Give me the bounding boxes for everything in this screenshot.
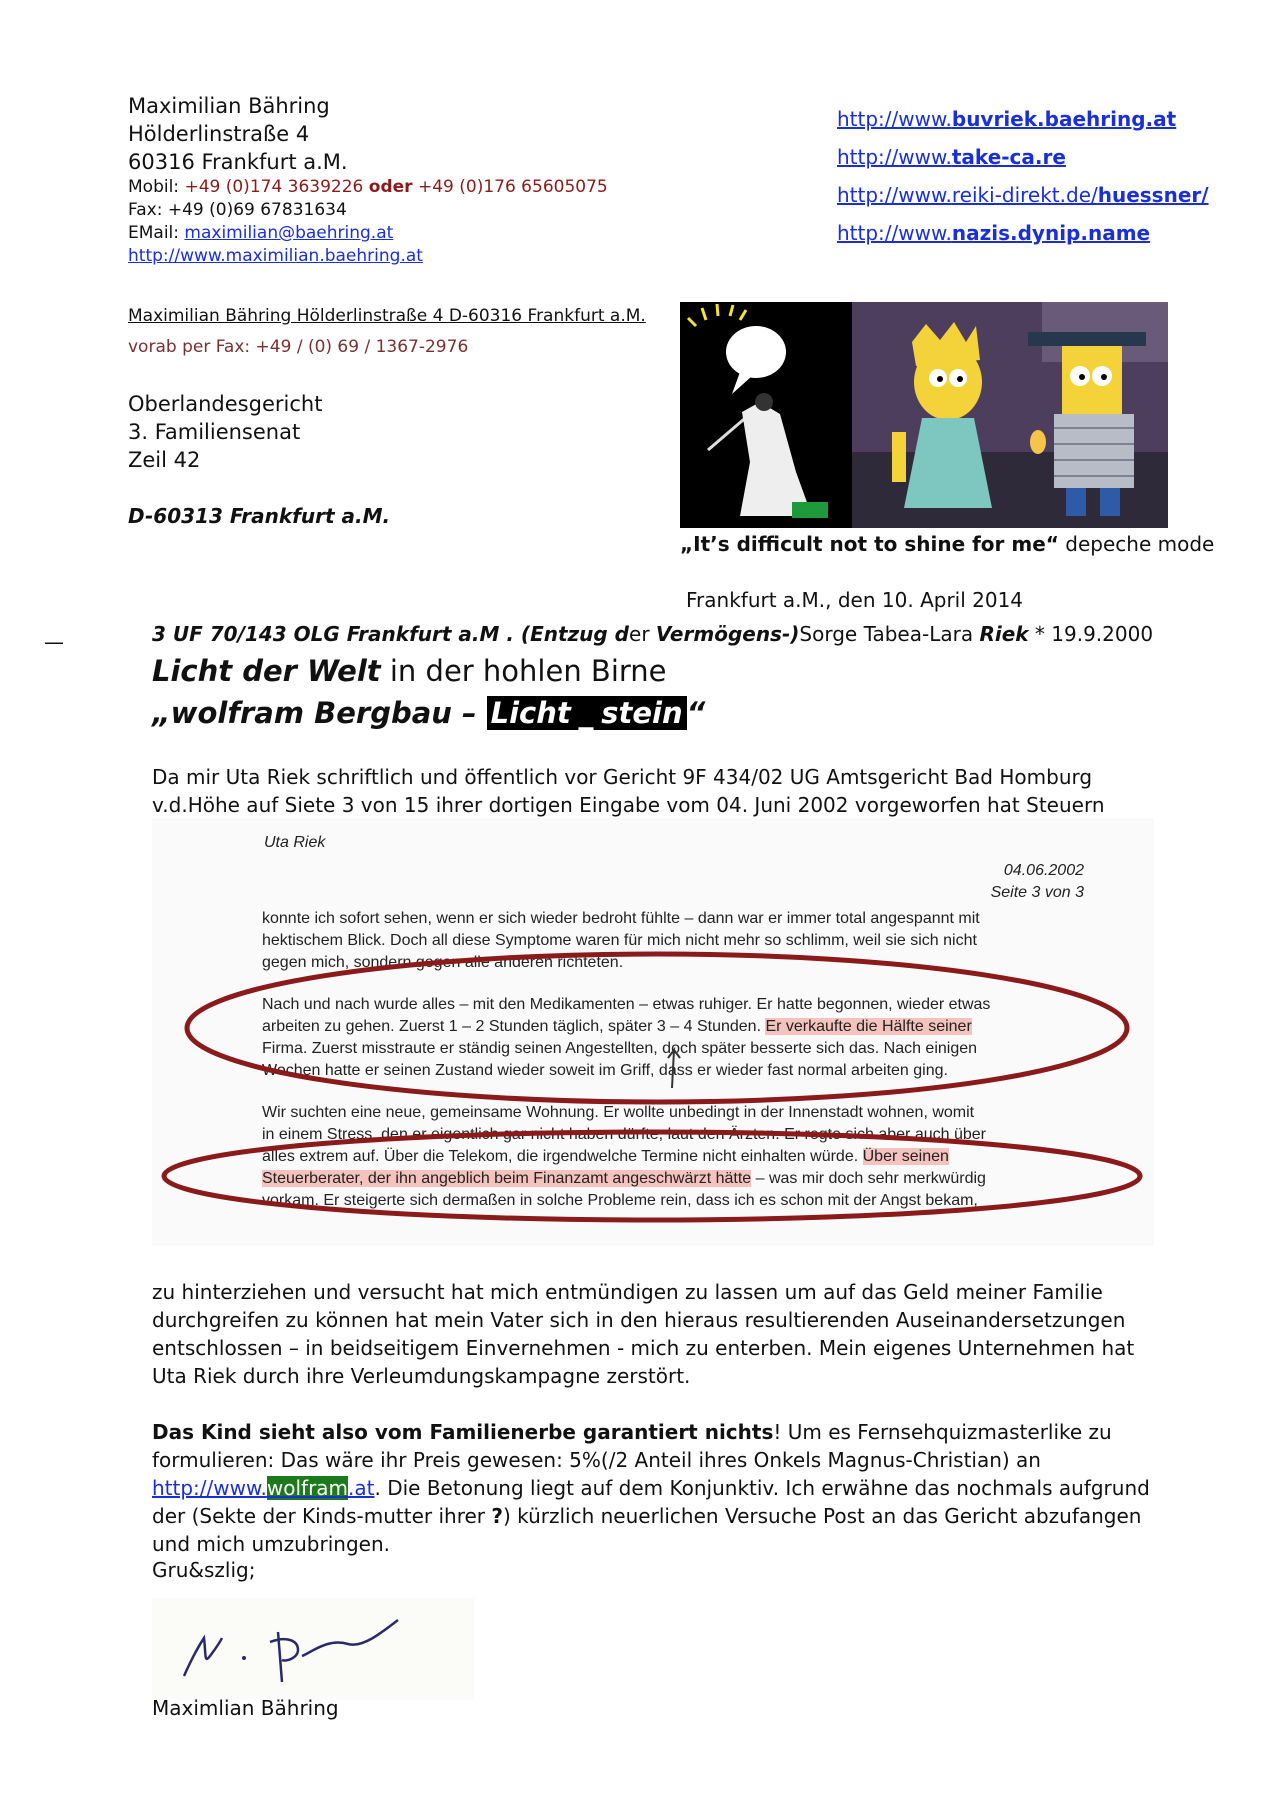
conclusion-question: ? — [491, 1504, 503, 1528]
ink-arrow — [668, 1050, 680, 1088]
recipient-block — [128, 390, 322, 474]
simpsons-illustration — [852, 302, 1168, 528]
headline-2-pre: „wolfram Bergbau – — [152, 696, 487, 730]
scan-line: konnte ich sofort sehen, wenn er sich wieder bedroht fühlte – dann war er immer total angespannt mit — [262, 910, 980, 927]
link-buvriek[interactable] — [837, 100, 1209, 138]
link-nazis[interactable] — [837, 214, 1209, 252]
fax-number: +49 (0)69 67831634 — [167, 200, 347, 220]
greeting: Gru&szlig; — [152, 1558, 256, 1582]
vader-image — [680, 302, 852, 528]
headline-1-bold: Licht der Welt — [152, 654, 381, 688]
mobile-or: oder — [368, 177, 413, 197]
scan-annotation-circles — [152, 818, 1154, 1246]
scan-line: in einem Stress, den er eigentlich gar nicht haben dürfte, laut den Ärzten. Er regte sich aber auch über — [262, 1126, 986, 1143]
scanned-excerpt — [152, 818, 1154, 1246]
mobile-number-2: +49 (0)176 65605075 — [417, 177, 608, 197]
wolfram-link-prefix: http://www. — [152, 1476, 267, 1500]
case-part-2: er — [629, 622, 656, 646]
scan-line: Wir suchten eine neue, gemeinsame Wohnung. Er wollte unbedingt in der Innenstadt wohnen, womit — [262, 1104, 975, 1121]
handwritten-signature — [152, 1598, 474, 1700]
link-take-care-prefix: http://www. — [837, 145, 952, 169]
link-reiki-domain: reiki-direkt.de/ — [951, 183, 1098, 207]
conclusion-paragraph — [152, 1418, 1162, 1558]
case-part-4: Sorge Tabea-Lara — [799, 622, 980, 646]
scan-line-text: – was mir doch sehr merkwürdig — [751, 1170, 986, 1187]
signature-image — [152, 1598, 474, 1700]
link-buvriek-prefix: http://www. — [837, 107, 952, 131]
headline-2-highlight-stein: stein — [597, 696, 686, 730]
case-part-1: 3 UF 70/143 OLG Frankfurt a.M . (Entzug d — [152, 622, 630, 646]
link-buvriek-domain: buvriek.baehring.at — [951, 107, 1177, 131]
conclusion-text-1: ! Um es Fernsehquizmasterlike zu formulieren: Das wäre ihr Preis gewesen: 5%(/2 Anteil ihres Onkels Magnus-Christian) an — [152, 1420, 1112, 1472]
case-reference — [152, 622, 1153, 646]
link-list — [837, 100, 1209, 252]
conclusion-text-3: ) kürzlich neuerlichen Versuche Post an das Gericht abzufangen und mich umzubringen. — [152, 1504, 1142, 1556]
scan-line: hektischem Blick. Doch all diese Symptome waren für mich nicht mehr so schlimm, weil sie sich nicht — [262, 932, 977, 949]
email-label: EMail: — [128, 223, 179, 243]
link-take-care-domain: take-ca.re — [951, 145, 1066, 169]
recipient-street: Zeil 42 — [128, 448, 201, 472]
fax-notice: vorab per Fax: +49 / (0) 69 / 1367-2976 — [128, 337, 469, 357]
sender-fax — [128, 199, 608, 222]
scan-page-number: Seite 3 von 3 — [990, 884, 1084, 901]
return-address-line: Maximilian Bähring Hölderlinstraße 4 D-60316 Frankfurt a.M. — [128, 306, 646, 326]
link-nazis-prefix: http://www. — [837, 221, 952, 245]
caption-quote: „It’s difficult not to shine for me“ — [680, 532, 1059, 556]
mobile-number-1: +49 (0)174 3639226 — [184, 177, 364, 197]
sender-website — [128, 245, 608, 268]
sender-block — [128, 92, 608, 268]
scan-highlight: Er verkaufte die Hälfte seiner — [765, 1018, 972, 1035]
wolfram-link-highlight: wolfram — [266, 1476, 349, 1500]
scan-line: Nach und nach wurde alles – mit den Medikamenten – etwas ruhiger. Er hatte begonnen, wieder etwas — [262, 996, 991, 1013]
ink-circle-1 — [187, 954, 1127, 1102]
sender-email — [128, 222, 608, 245]
case-part-5: Riek — [979, 622, 1029, 646]
caption-artist: depeche mode — [1065, 532, 1215, 556]
headline-2-highlight-licht: Licht — [487, 696, 575, 730]
date-line: Frankfurt a.M., den 10. April 2014 — [686, 588, 1024, 612]
link-reiki[interactable] — [837, 176, 1209, 214]
headline-2-gap: _ — [575, 696, 598, 730]
ink-circle-2 — [164, 1132, 1140, 1220]
case-part-6: * 19.9.2000 — [1028, 622, 1154, 646]
link-nazis-domain: nazis.dynip.name — [951, 221, 1151, 245]
wolfram-link-suffix: .at — [348, 1476, 375, 1500]
sender-street: Hölderlinstraße 4 — [128, 122, 310, 146]
scan-highlight: Über seinen — [862, 1148, 949, 1165]
recipient-court: Oberlandesgericht — [128, 392, 323, 416]
website-link[interactable]: http://www.maximilian.baehring.at — [128, 246, 423, 266]
conclusion-text-2: . Die Betonung liegt auf dem Konjunktiv. Ich erwähne das nochmals aufgrund der (Sekte der Kinds-mutter ihrer — [152, 1476, 1150, 1528]
headline-2-post: “ — [686, 696, 706, 730]
fax-label: Fax: — [128, 200, 163, 220]
headline-2 — [152, 696, 705, 730]
scan-line: Firma. Zuerst misstraute er ständig seinen Angestellten, doch später besserte sich das. Nach einigen — [262, 1040, 978, 1057]
scan-line: vorkam. Er steigerte sich dermaßen in solche Probleme rein, dass ich es schon mit der Angst bekam, — [262, 1192, 978, 1209]
scan-line-text: arbeiten zu gehen. Zuerst 1 – 2 Stunden täglich, später 3 – 4 Stunden. — [262, 1018, 766, 1035]
scan-author: Uta Riek — [264, 834, 326, 851]
sender-city: 60316 Frankfurt a.M. — [128, 150, 348, 174]
headline-1 — [152, 654, 667, 688]
wolfram-link[interactable] — [152, 1476, 375, 1500]
scan-line-text: alles extrem auf. Über die Telekom, die irgendwelche Termine nicht einhalten würde. — [262, 1148, 863, 1165]
link-reiki-prefix: http://www. — [837, 183, 952, 207]
case-part-3: Vermögens-) — [655, 622, 800, 646]
scan-line: gegen mich, sondern gegen alle anderen richteten. — [262, 954, 624, 971]
headline-1-rest: in der hohlen Birne — [380, 654, 667, 688]
scan-highlight: Steuerberater, der ihn angeblich beim Finanzamt angeschwärzt hätte — [262, 1170, 752, 1187]
signer-name: Maximlian Bähring — [152, 1696, 339, 1720]
sender-mobile — [128, 176, 608, 199]
conclusion-bold: Das Kind sieht also vom Familienerbe garantiert nichts — [152, 1420, 774, 1444]
scan-line: Wochen hatte er seinen Zustand wieder soweit im Griff, dass er wieder fast normal arbeiten ging. — [262, 1062, 948, 1079]
vader-illustration — [680, 302, 852, 528]
scan-date: 04.06.2002 — [1003, 862, 1084, 879]
recipient-zipcity: D-60313 Frankfurt a.M. — [128, 504, 391, 528]
sender-name: Maximilian Bähring — [128, 94, 330, 118]
mobile-label: Mobil: — [128, 177, 180, 197]
intro-paragraph: Da mir Uta Riek schriftlich und öffentlich vor Gericht 9F 434/02 UG Amtsgericht Bad Homburg v.d.Höhe auf Siete 3 von 15 ihrer dortigen Eingabe vom 04. Juni 2002 vorgeworfen hat Steuern — [152, 765, 1105, 817]
link-reiki-path: huessner/ — [1097, 183, 1209, 207]
margin-dash: — — [44, 630, 64, 654]
image-caption — [680, 532, 1214, 556]
recipient-senate: 3. Familiensenat — [128, 420, 301, 444]
email-link[interactable]: maximilian@baehring.at — [184, 223, 394, 243]
link-take-care[interactable] — [837, 138, 1209, 176]
body-paragraph: zu hinterziehen und versucht hat mich entmündigen zu lassen um auf das Geld meiner Familie durchgreifen zu können hat mein Vater sich in den hieraus resultierenden Auseinandersetzungen entschlossen – in beidseitigem Einvernehmen - mich zu enterben. Mein eigenes Unternehmen hat Uta Riek durch ihre Verleumdungskampagne zerstört. — [152, 1280, 1135, 1388]
simpsons-image — [852, 302, 1168, 528]
